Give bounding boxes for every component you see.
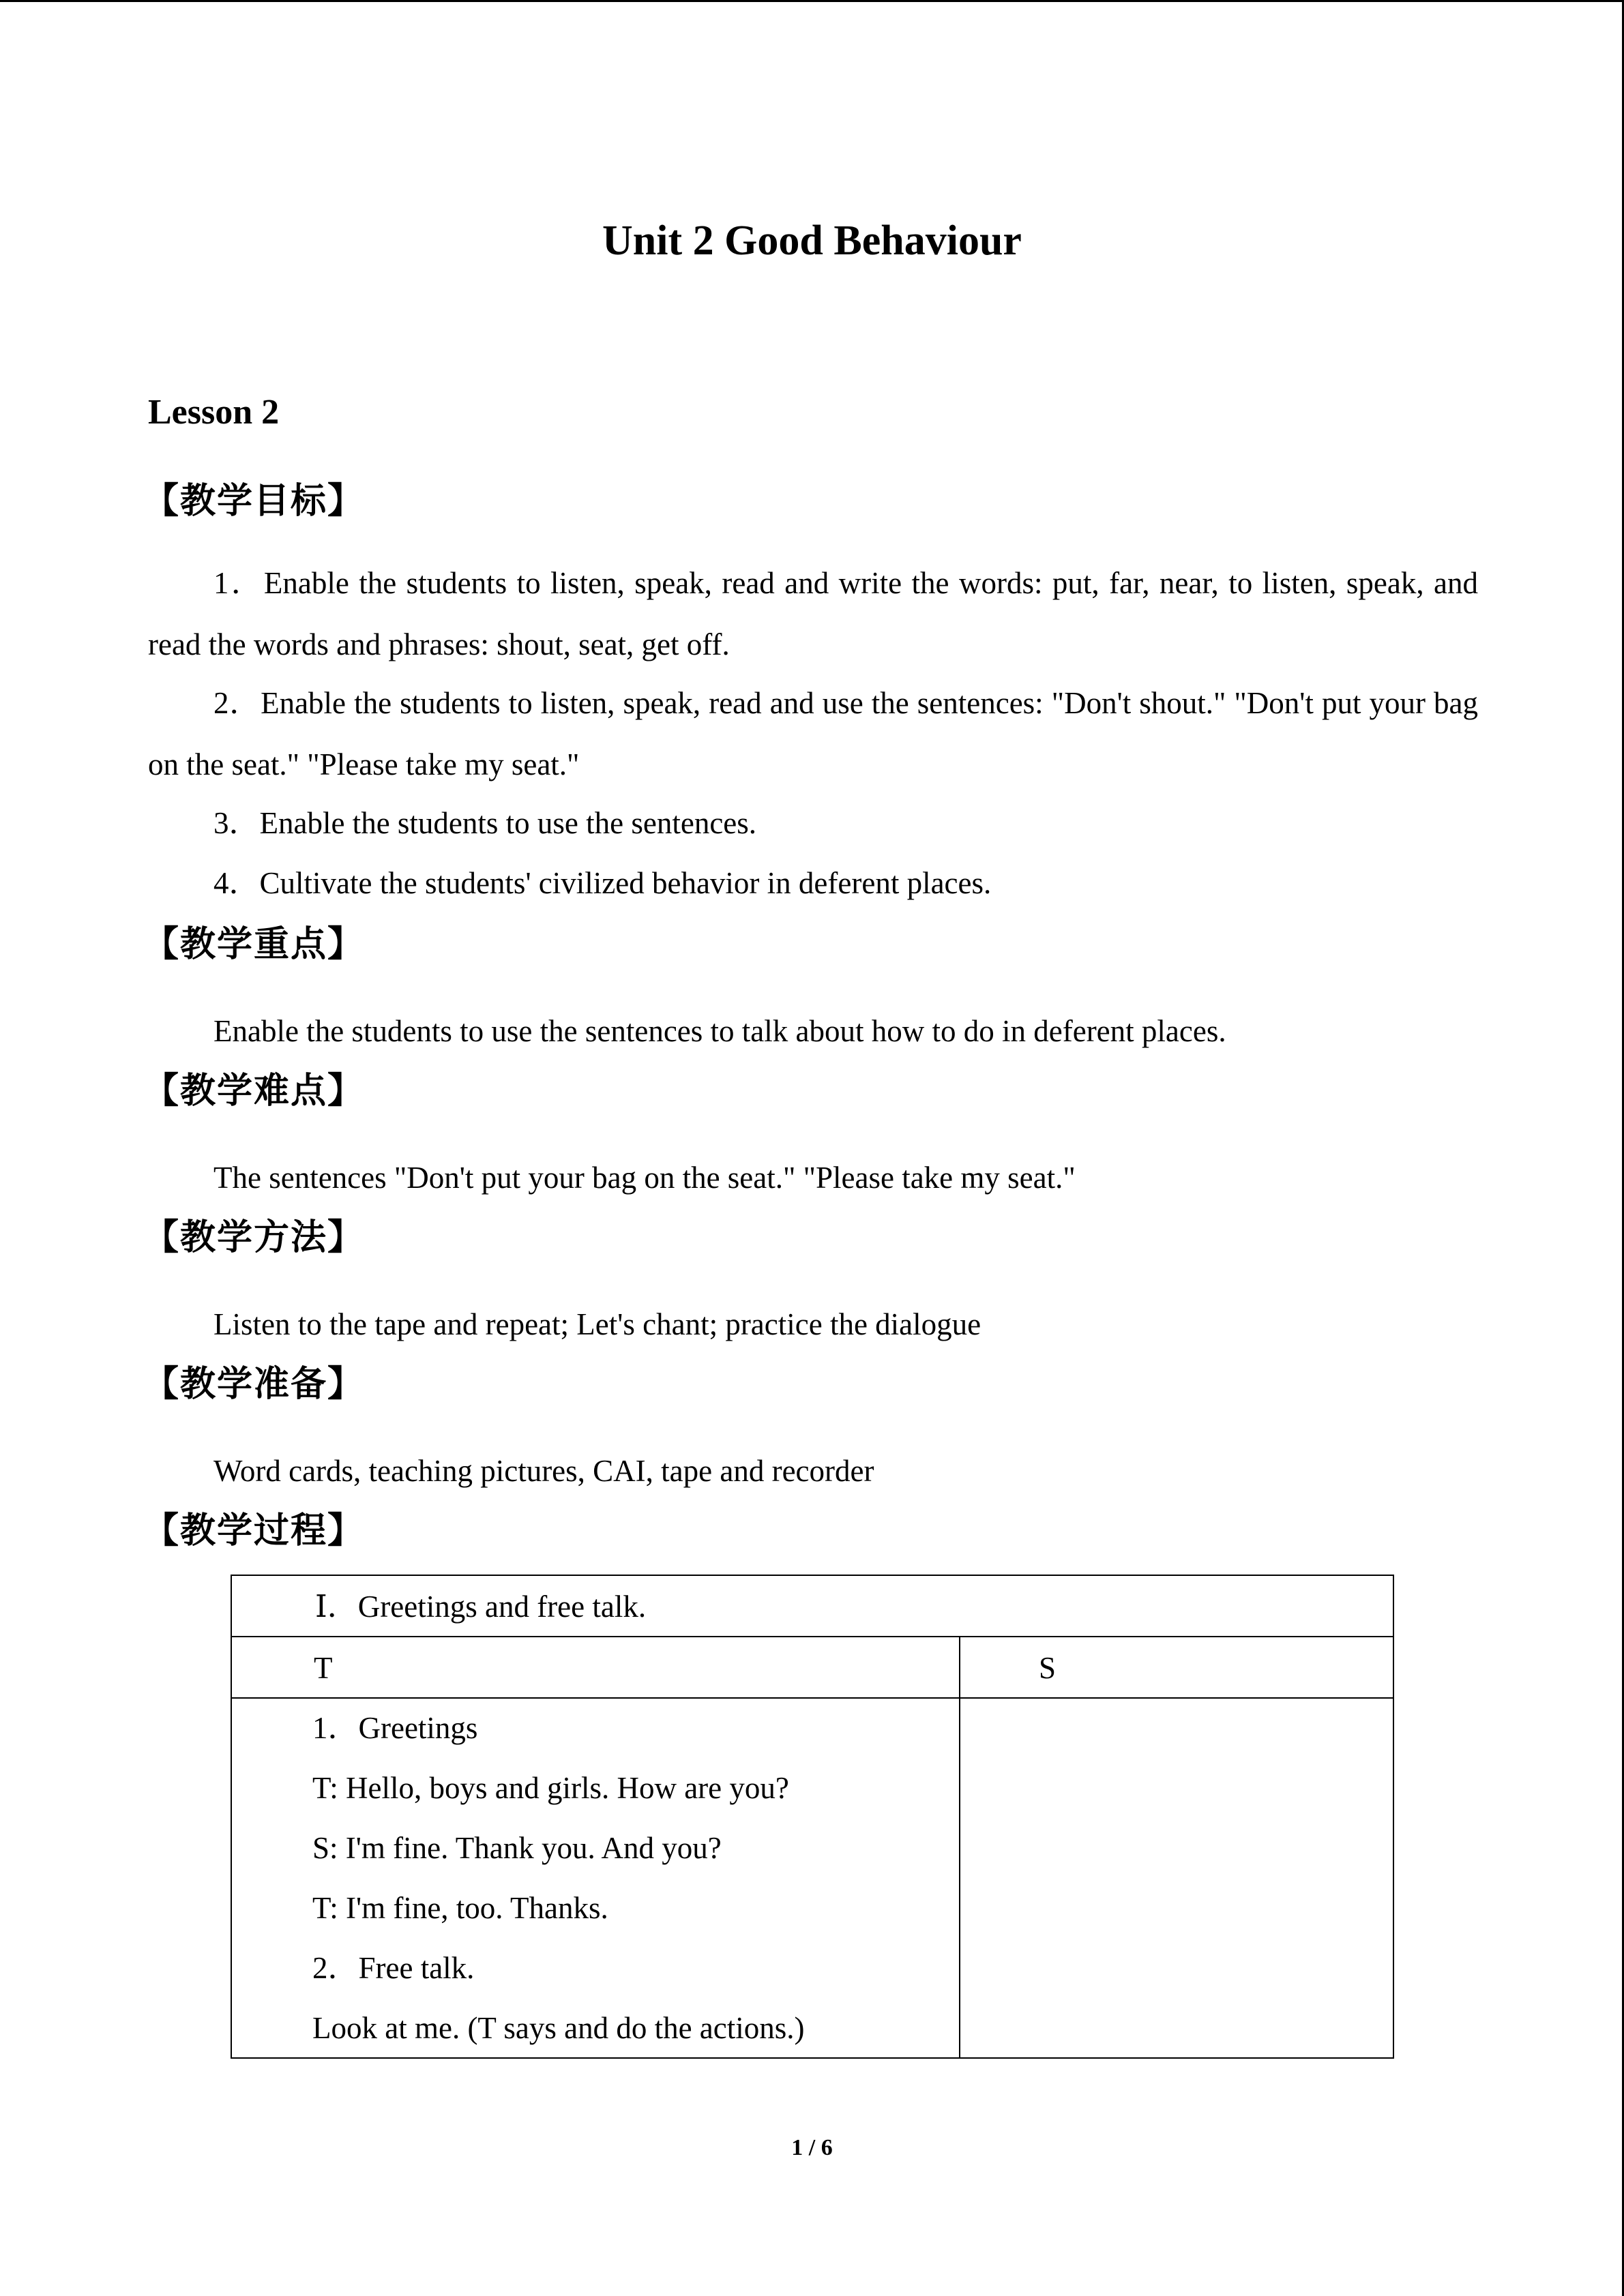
difficulties-text: The sentences "Don't put your bag on the seat." "Please take my seat." [213, 1161, 1076, 1195]
methods-text: Listen to the tape and repeat; Let's chant; practice the dialogue [213, 1307, 981, 1341]
table-step-row [232, 1576, 1393, 1637]
table-header-row [232, 1637, 1393, 1699]
preparation-text: Word cards, teaching pictures, CAI, tape and recorder [213, 1454, 874, 1488]
page-indicator: 1 / 6 [791, 2135, 833, 2160]
top-border-line [0, 0, 1624, 2]
teacher-line: S: I'm fine. Thank you. And you? [312, 1831, 722, 1865]
process-heading: 【教学过程】 [143, 1510, 365, 1551]
objectives-heading: 【教学目标】 [143, 481, 365, 522]
teacher-line: T: Hello, boys and girls. How are you? [312, 1771, 789, 1805]
process-table [231, 1575, 1394, 2059]
difficulties-heading: 【教学难点】 [143, 1071, 365, 1112]
key-points-heading: 【教学重点】 [143, 924, 365, 965]
column-header-t: T [314, 1651, 333, 1685]
column-header-s: S [1039, 1651, 1057, 1685]
teacher-line: 2．Free talk. [312, 1951, 475, 1985]
methods-heading: 【教学方法】 [143, 1217, 365, 1258]
column-divider [959, 1637, 960, 2057]
objective-item-3: 3．Enable the students to use the sentences. [213, 806, 757, 840]
objective-item-1: 1．Enable the students to listen, speak, read and write the words: put, far, near, to listen, speak, and read the words and phrases: shout, seat, get off. [148, 566, 1478, 661]
teacher-line: T: I'm fine, too. Thanks. [312, 1891, 608, 1925]
lesson-label: Lesson 2 [148, 393, 280, 432]
teacher-line: Look at me. (T says and do the actions.) [312, 2011, 805, 2045]
objective-item-4: 4．Cultivate the students' civilized behavior in deferent places. [213, 866, 992, 900]
step-title: Ⅰ．Greetings and free talk. [315, 1590, 647, 1624]
key-points-text: Enable the students to use the sentences to talk about how to do in deferent places. [213, 1014, 1226, 1048]
preparation-heading: 【教学准备】 [143, 1364, 365, 1405]
objective-item-2: 2．Enable the students to listen, speak, read and use the sentences: "Don't shout." "Don't put your bag on the seat." "Please take my seat." [148, 686, 1478, 781]
document-title: Unit 2 Good Behaviour [602, 218, 1022, 264]
teacher-line: 1．Greetings [312, 1711, 478, 1745]
